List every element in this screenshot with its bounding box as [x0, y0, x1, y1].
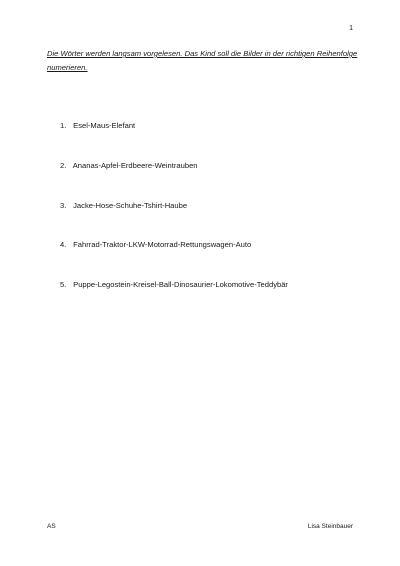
list-item [60, 161, 288, 201]
list-item [60, 201, 288, 241]
list-item [60, 280, 288, 320]
instruction-text: Die Wörter werden langsam vorgelesen. Das Kind soll die Bilder in der richtigen Reihenfolge numerieren. [47, 49, 358, 72]
list-item [60, 240, 288, 280]
list-item [60, 121, 288, 161]
item-number: 5. [60, 280, 67, 290]
footer-left: AS [47, 523, 56, 530]
item-text: Ananas-Apfel-Erdbeere-Weintrauben [72, 160, 198, 170]
item-text: Fahrrad-Traktor-LKW-Motorrad-Rettungswagen-Auto [73, 240, 252, 250]
item-number: 2. [60, 160, 67, 170]
item-text: Esel-Maus-Elefant [73, 121, 136, 130]
footer-author: Lisa Steinbauer [307, 523, 353, 530]
item-text: Jacke-Hose-Schuhe-Tshirt-Haube [73, 200, 188, 210]
page-number: 1 [349, 25, 353, 32]
item-number: 3. [60, 200, 67, 210]
item-text: Puppe-Legostein-Kreisel-Ball-Dinosaurier-Lokomotive-Teddybär [73, 280, 288, 290]
item-number: 4. [60, 240, 67, 250]
word-list [60, 121, 288, 320]
item-number: 1. [60, 121, 67, 130]
